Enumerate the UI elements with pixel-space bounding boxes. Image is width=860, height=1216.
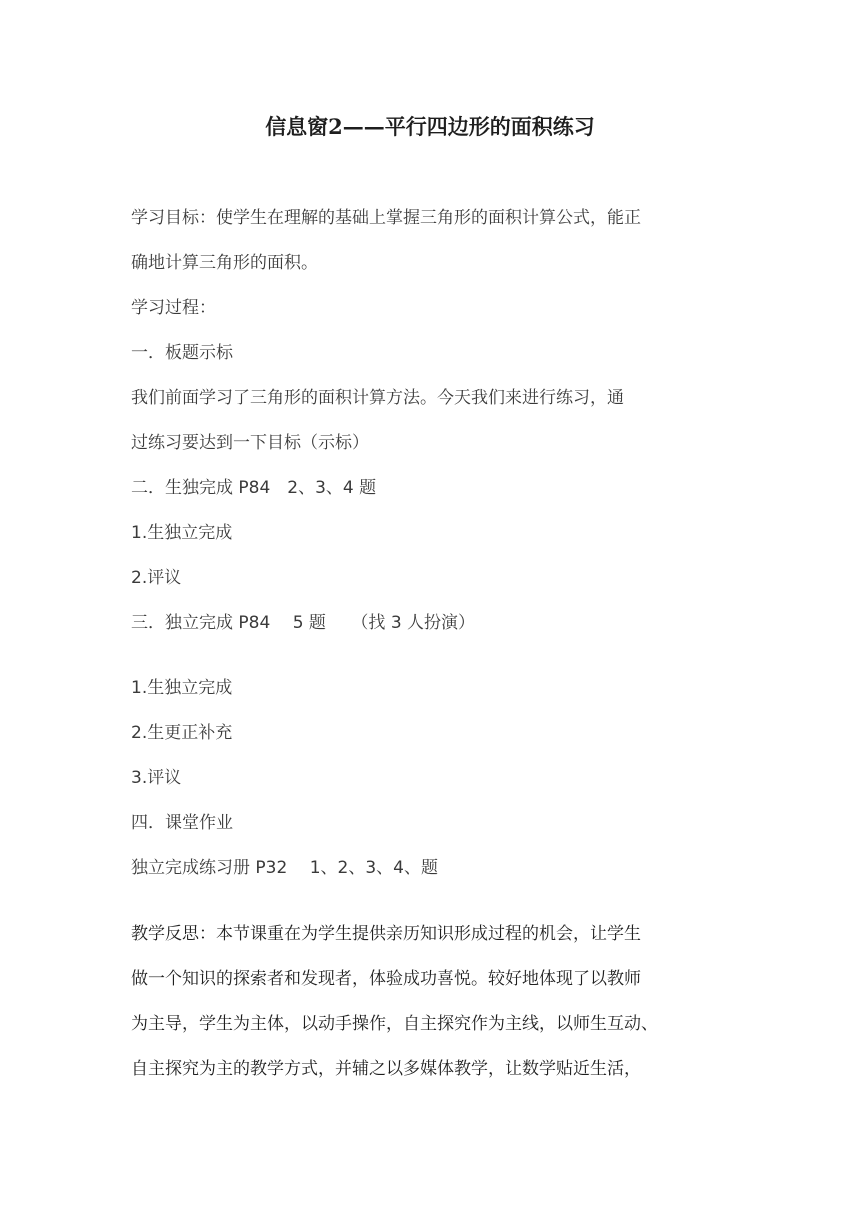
document-title: 信息窗2——平行四边形的面积练习 [265,114,595,139]
reflection-line-3: 为主导，学生为主体，以动手操作，自主探究作为主线，以师生互动、 [131,1014,658,1034]
objective-line-2: 确地计算三角形的面积。 [131,253,318,273]
section1-heading: 一．板题示标 [131,343,233,363]
objective-line-1: 学习目标：使学生在理解的基础上掌握三角形的面积计算公式，能正 [131,208,641,228]
reflection-line-4: 自主探究为主的教学方式，并辅之以多媒体教学，让数学贴近生活， [131,1059,641,1079]
section4-text: 独立完成练习册 P32 1、2、3、4、题 [131,858,438,878]
section2-item-2: 2.评议 [131,568,182,588]
section2-item-1: 1.生独立完成 [131,523,233,543]
section3-item-2: 2.生更正补充 [131,723,233,743]
process-label: 学习过程： [131,298,216,318]
section3-heading: 三．独立完成 P84 5 题 （找 3 人扮演） [131,613,476,633]
section2-heading: 二．生独完成 P84 2、3、4 题 [131,478,377,498]
section3-item-1: 1.生独立完成 [131,678,233,698]
section3-item-3: 3.评议 [131,768,182,788]
section1-text-line-2: 过练习要达到一下目标（示标） [131,433,369,453]
reflection-line-2: 做一个知识的探索者和发现者，体验成功喜悦。较好地体现了以教师 [131,969,641,989]
section1-text-line-1: 我们前面学习了三角形的面积计算方法。今天我们来进行练习，通 [131,388,624,408]
reflection-line-1: 教学反思：本节课重在为学生提供亲历知识形成过程的机会，让学生 [131,924,641,944]
section4-heading: 四．课堂作业 [131,813,233,833]
